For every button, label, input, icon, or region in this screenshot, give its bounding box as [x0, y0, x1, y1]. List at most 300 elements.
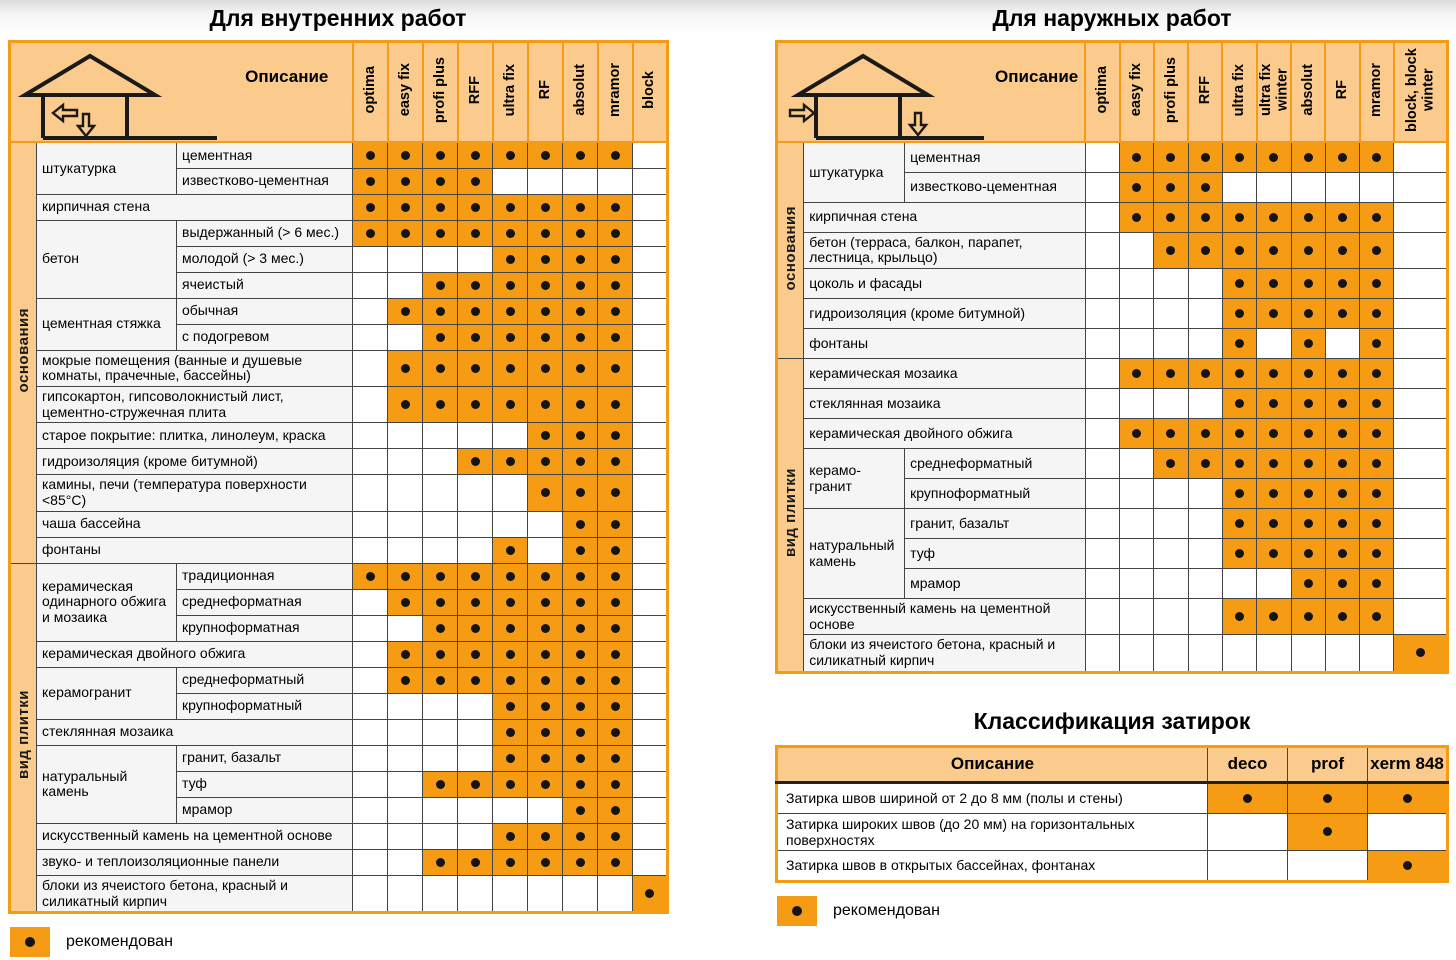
- dot-icon: [1235, 279, 1244, 288]
- dot-icon: [506, 650, 515, 659]
- dot-icon: [436, 307, 445, 316]
- empty-cell: [353, 693, 388, 719]
- grout-title: Классификация затирок: [973, 707, 1251, 734]
- row-description: цоколь и фасады: [804, 269, 1086, 299]
- column-header: [423, 42, 458, 143]
- empty-cell: [353, 423, 388, 449]
- empty-cell: [1120, 569, 1154, 599]
- table-row: [777, 813, 1448, 850]
- dot-icon: [576, 728, 585, 737]
- empty-cell: [528, 797, 563, 823]
- recommended-cell: [1291, 269, 1325, 299]
- empty-cell: [353, 667, 388, 693]
- recommended-cell: [528, 194, 563, 220]
- row-sub-label: традиционная: [177, 563, 353, 589]
- empty-cell: [633, 719, 668, 745]
- empty-cell: [353, 272, 388, 298]
- dot-icon: [1338, 153, 1347, 162]
- empty-cell: [353, 387, 388, 423]
- recommended-cell: [1360, 599, 1394, 635]
- dot-icon: [506, 229, 515, 238]
- dot-icon: [1372, 339, 1381, 348]
- recommended-cell: [528, 142, 563, 168]
- empty-cell: [1120, 232, 1154, 268]
- dot-icon: [611, 650, 620, 659]
- recommended-cell: [493, 298, 528, 324]
- table-row: [10, 641, 668, 667]
- dot-icon: [366, 151, 375, 160]
- recommended-cell: [458, 449, 493, 475]
- section-label: основания: [777, 142, 804, 358]
- row-sub-label: гранит, базальт: [177, 745, 353, 771]
- column-header-label: optima: [1094, 66, 1111, 114]
- table-row: [777, 599, 1448, 635]
- recommended-cell: [423, 771, 458, 797]
- recommended-cell: [598, 350, 633, 386]
- recommended-cell: [458, 849, 493, 875]
- table-row: [10, 563, 668, 589]
- empty-cell: [423, 693, 458, 719]
- dot-icon: [541, 400, 550, 409]
- recommended-cell: [633, 875, 668, 912]
- empty-cell: [633, 563, 668, 589]
- empty-cell: [353, 449, 388, 475]
- recommended-cell: [563, 719, 598, 745]
- dot-icon: [611, 400, 620, 409]
- recommended-cell: [1222, 329, 1256, 359]
- recommended-cell: [1325, 232, 1359, 268]
- dot-icon: [611, 255, 620, 264]
- empty-cell: [493, 475, 528, 511]
- dot-icon: [506, 281, 515, 290]
- column-header: [1325, 42, 1359, 143]
- empty-cell: [353, 823, 388, 849]
- recommended-cell: [1154, 449, 1188, 479]
- recommended-cell: [1120, 202, 1154, 232]
- column-header: [1120, 42, 1154, 143]
- table-row: [10, 449, 668, 475]
- table-row: [10, 387, 668, 423]
- row-sub-label: цементная: [905, 142, 1086, 172]
- dot-icon: [541, 754, 550, 763]
- dot-icon: [506, 780, 515, 789]
- recommended-cell: [1257, 539, 1291, 569]
- recommended-cell: [458, 298, 493, 324]
- dot-icon: [1235, 369, 1244, 378]
- recommended-cell: [493, 823, 528, 849]
- dot-icon: [1372, 579, 1381, 588]
- recommended-cell: [528, 563, 563, 589]
- empty-cell: [633, 745, 668, 771]
- dot-icon: [1269, 519, 1278, 528]
- dot-icon: [541, 832, 550, 841]
- column-header: [528, 42, 563, 143]
- recommended-cell: [528, 667, 563, 693]
- empty-cell: [1085, 635, 1119, 672]
- recommended-cell: [1325, 509, 1359, 539]
- row-sub-label: среднеформатный: [905, 449, 1086, 479]
- dot-icon: [541, 333, 550, 342]
- table-row: [10, 220, 668, 246]
- dot-icon: [1304, 153, 1313, 162]
- recommended-cell: [1188, 202, 1222, 232]
- dot-icon: [611, 229, 620, 238]
- recommended-cell: [528, 719, 563, 745]
- recommended-cell: [353, 168, 388, 194]
- dot-icon: [471, 177, 480, 186]
- recommended-cell: [1360, 509, 1394, 539]
- recommended-cell: [528, 475, 563, 511]
- recommended-cell: [1154, 232, 1188, 268]
- recommended-cell: [1257, 359, 1291, 389]
- recommended-cell: [1222, 142, 1256, 172]
- dot-icon: [436, 400, 445, 409]
- column-header: [1188, 42, 1222, 143]
- recommended-cell: [528, 350, 563, 386]
- column-header: [458, 42, 493, 143]
- empty-cell: [353, 298, 388, 324]
- empty-cell: [1188, 635, 1222, 672]
- recommended-cell: [598, 246, 633, 272]
- dot-icon: [1304, 519, 1313, 528]
- dot-icon: [541, 676, 550, 685]
- recommended-cell: [493, 272, 528, 298]
- dot-icon: [506, 364, 515, 373]
- dot-icon: [1372, 399, 1381, 408]
- empty-cell: [633, 475, 668, 511]
- empty-cell: [493, 168, 528, 194]
- recommended-cell: [528, 324, 563, 350]
- dot-icon: [1166, 183, 1175, 192]
- dot-icon: [506, 255, 515, 264]
- dot-icon: [506, 702, 515, 711]
- empty-cell: [388, 849, 423, 875]
- dot-icon: [576, 307, 585, 316]
- dot-icon: [471, 624, 480, 633]
- row-description: блоки из ячеистого бетона, красный и силикатный кирпич: [804, 635, 1086, 672]
- recommended-cell: [493, 771, 528, 797]
- empty-cell: [1325, 172, 1359, 202]
- dot-icon: [541, 488, 550, 497]
- recommended-cell: [388, 350, 423, 386]
- house-exterior-icon: [784, 51, 989, 141]
- exterior-title: Для наружных работ: [992, 5, 1232, 31]
- empty-cell: [353, 615, 388, 641]
- recommended-cell: [353, 194, 388, 220]
- empty-cell: [458, 693, 493, 719]
- dot-icon: [1269, 279, 1278, 288]
- column-header: [1222, 42, 1256, 143]
- column-header-label: absolut: [571, 64, 588, 116]
- empty-cell: [633, 667, 668, 693]
- empty-cell: [1120, 635, 1154, 672]
- row-sub-label: цементная: [177, 142, 353, 168]
- empty-cell: [1394, 202, 1448, 232]
- dot-icon: [1338, 579, 1347, 588]
- recommended-cell: [458, 615, 493, 641]
- column-header-label: ultra fix: [1231, 63, 1248, 116]
- dot-icon: [541, 255, 550, 264]
- dot-icon: [1235, 549, 1244, 558]
- empty-cell: [1394, 449, 1448, 479]
- dot-icon: [471, 598, 480, 607]
- dot-icon: [611, 203, 620, 212]
- recommended-cell: [598, 771, 633, 797]
- dot-icon: [506, 572, 515, 581]
- recommended-cell: [1291, 449, 1325, 479]
- empty-cell: [423, 246, 458, 272]
- recommended-cell: [1325, 419, 1359, 449]
- dot-icon: [1269, 153, 1278, 162]
- dot-icon: [576, 333, 585, 342]
- dot-icon: [1338, 429, 1347, 438]
- recommended-cell: [598, 849, 633, 875]
- table-row: [777, 635, 1448, 672]
- empty-cell: [563, 168, 598, 194]
- empty-cell: [1394, 389, 1448, 419]
- dot-icon: [401, 598, 410, 607]
- dot-icon: [25, 937, 35, 947]
- dot-icon: [1269, 612, 1278, 621]
- recommended-cell: [458, 771, 493, 797]
- recommended-cell: [423, 667, 458, 693]
- dot-icon: [1235, 489, 1244, 498]
- dot-icon: [401, 650, 410, 659]
- row-sub-label: выдержанный (> 6 мес.): [177, 220, 353, 246]
- dot-icon: [1372, 246, 1381, 255]
- empty-cell: [353, 797, 388, 823]
- recommended-cell: [598, 475, 633, 511]
- dot-icon: [576, 624, 585, 633]
- row-group-label: натуральный камень: [804, 509, 905, 599]
- dot-icon: [576, 281, 585, 290]
- dot-icon: [611, 780, 620, 789]
- section-label: основания: [10, 142, 37, 563]
- recommended-cell: [1360, 419, 1394, 449]
- recommended-cell: [528, 246, 563, 272]
- recommended-cell: [1291, 599, 1325, 635]
- recommended-cell: [493, 849, 528, 875]
- dot-icon: [1166, 153, 1175, 162]
- empty-cell: [633, 272, 668, 298]
- empty-cell: [388, 475, 423, 511]
- dot-icon: [1132, 213, 1141, 222]
- recommended-cell: [1291, 479, 1325, 509]
- grout-column-header: prof: [1288, 746, 1368, 782]
- dot-icon: [1235, 612, 1244, 621]
- empty-cell: [388, 745, 423, 771]
- dot-icon: [471, 229, 480, 238]
- empty-cell: [633, 823, 668, 849]
- dot-icon: [1269, 246, 1278, 255]
- recommended-cell: [563, 537, 598, 563]
- recommended-cell: [493, 693, 528, 719]
- recommended-cell: [1257, 509, 1291, 539]
- row-sub-label: крупноформатный: [905, 479, 1086, 509]
- empty-cell: [1085, 232, 1119, 268]
- dot-icon: [1304, 459, 1313, 468]
- recommended-cell: [528, 298, 563, 324]
- dot-icon: [1235, 459, 1244, 468]
- empty-cell: [1257, 569, 1291, 599]
- row-description: старое покрытие: плитка, линолеум, краска: [37, 423, 353, 449]
- recommended-cell: [563, 142, 598, 168]
- dot-icon: [1235, 309, 1244, 318]
- empty-cell: [1120, 389, 1154, 419]
- row-group-label: цементная стяжка: [37, 298, 177, 350]
- dot-icon: [1269, 459, 1278, 468]
- dot-icon: [576, 650, 585, 659]
- column-header: [1085, 42, 1119, 143]
- table-row: [10, 423, 668, 449]
- recommended-cell: [528, 693, 563, 719]
- recommended-cell: [528, 449, 563, 475]
- empty-cell: [388, 823, 423, 849]
- dot-icon: [436, 177, 445, 186]
- recommended-cell: [388, 298, 423, 324]
- recommended-cell: [563, 771, 598, 797]
- recommended-cell: [1120, 142, 1154, 172]
- dot-icon: [611, 520, 620, 529]
- dot-icon: [611, 572, 620, 581]
- recommended-cell: [1291, 232, 1325, 268]
- dot-icon: [1338, 309, 1347, 318]
- dot-icon: [366, 203, 375, 212]
- empty-cell: [633, 324, 668, 350]
- recommended-cell: [458, 324, 493, 350]
- column-header-label: RFF: [1196, 75, 1213, 104]
- dot-icon: [1235, 339, 1244, 348]
- recommended-cell: [1154, 172, 1188, 202]
- dot-icon: [471, 151, 480, 160]
- table-row: [10, 719, 668, 745]
- dot-icon: [611, 546, 620, 555]
- row-description: керамическая мозаика: [804, 359, 1086, 389]
- dot-icon: [1132, 429, 1141, 438]
- empty-cell: [1360, 635, 1394, 672]
- dot-icon: [1372, 279, 1381, 288]
- dot-icon: [541, 431, 550, 440]
- recommended-cell: [1360, 359, 1394, 389]
- row-description: Затирка швов в открытых бассейнах, фонтанах: [777, 850, 1208, 881]
- empty-cell: [1291, 635, 1325, 672]
- dot-icon: [541, 281, 550, 290]
- dot-icon: [1269, 399, 1278, 408]
- recommended-cell: [423, 324, 458, 350]
- recommended-cell: [1360, 569, 1394, 599]
- empty-cell: [1154, 299, 1188, 329]
- empty-cell: [1188, 479, 1222, 509]
- row-group-label: керамическая одинарного обжига и мозаика: [37, 563, 177, 641]
- empty-cell: [353, 745, 388, 771]
- dot-icon: [576, 457, 585, 466]
- row-description: искусственный камень на цементной основе: [804, 599, 1086, 635]
- dot-icon: [506, 598, 515, 607]
- empty-cell: [1222, 635, 1256, 672]
- empty-cell: [1325, 329, 1359, 359]
- dot-icon: [471, 281, 480, 290]
- column-header: [1257, 42, 1291, 143]
- empty-cell: [353, 771, 388, 797]
- dot-icon: [1166, 369, 1175, 378]
- column-header: [563, 42, 598, 143]
- recommended-cell: [563, 849, 598, 875]
- empty-cell: [1394, 359, 1448, 389]
- row-description: фонтаны: [804, 329, 1086, 359]
- dot-icon: [611, 333, 620, 342]
- dot-icon: [436, 598, 445, 607]
- recommended-cell: [563, 387, 598, 423]
- recommended-cell: [388, 194, 423, 220]
- dot-icon: [471, 572, 480, 581]
- row-description: бетон (терраса, балкон, парапет, лестница, крыльцо): [804, 232, 1086, 268]
- dot-icon: [576, 598, 585, 607]
- column-header: [633, 42, 668, 143]
- table-row: [777, 850, 1448, 881]
- empty-cell: [353, 719, 388, 745]
- row-description: стеклянная мозаика: [804, 389, 1086, 419]
- dot-icon: [1304, 279, 1313, 288]
- dot-icon: [576, 702, 585, 711]
- exterior-table-corner: [777, 42, 1086, 143]
- recommended-cell: [563, 511, 598, 537]
- recommended-cell: [1360, 539, 1394, 569]
- recommended-cell: [563, 350, 598, 386]
- column-header-label: ultra fix: [501, 63, 518, 116]
- empty-cell: [388, 423, 423, 449]
- empty-cell: [1394, 299, 1448, 329]
- recommended-cell: [1222, 479, 1256, 509]
- empty-cell: [1085, 359, 1119, 389]
- recommended-cell: [563, 220, 598, 246]
- row-description: Затирка швов шириной от 2 до 8 мм (полы и стены): [777, 782, 1208, 813]
- empty-cell: [633, 849, 668, 875]
- row-description: звуко- и теплоизоляционные панели: [37, 849, 353, 875]
- empty-cell: [1257, 329, 1291, 359]
- dot-icon: [1372, 489, 1381, 498]
- recommended-cell: [1188, 232, 1222, 268]
- recommended-cell: [1291, 202, 1325, 232]
- recommended-cell: [1360, 269, 1394, 299]
- recommended-cell: [598, 272, 633, 298]
- empty-cell: [353, 475, 388, 511]
- table-row: [777, 449, 1448, 479]
- table-row: [10, 875, 668, 912]
- dot-icon: [1338, 612, 1347, 621]
- recommended-cell: [1208, 782, 1288, 813]
- table-row: [777, 202, 1448, 232]
- column-header: [598, 42, 633, 143]
- column-header-label: RF: [1334, 80, 1351, 100]
- dot-icon: [1166, 459, 1175, 468]
- dot-icon: [506, 151, 515, 160]
- empty-cell: [633, 615, 668, 641]
- empty-cell: [633, 589, 668, 615]
- recommended-cell: [493, 194, 528, 220]
- recommended-cell: [493, 220, 528, 246]
- row-description: Затирка широких швов (до 20 мм) на горизонтальных поверхностях: [777, 813, 1208, 850]
- empty-cell: [1208, 813, 1288, 850]
- recommended-cell: [598, 511, 633, 537]
- dot-icon: [506, 203, 515, 212]
- dot-icon: [1201, 153, 1210, 162]
- dot-icon: [1304, 429, 1313, 438]
- recommended-cell: [1257, 232, 1291, 268]
- recommended-cell: [1291, 329, 1325, 359]
- dot-icon: [436, 364, 445, 373]
- empty-cell: [633, 693, 668, 719]
- dot-icon: [1304, 489, 1313, 498]
